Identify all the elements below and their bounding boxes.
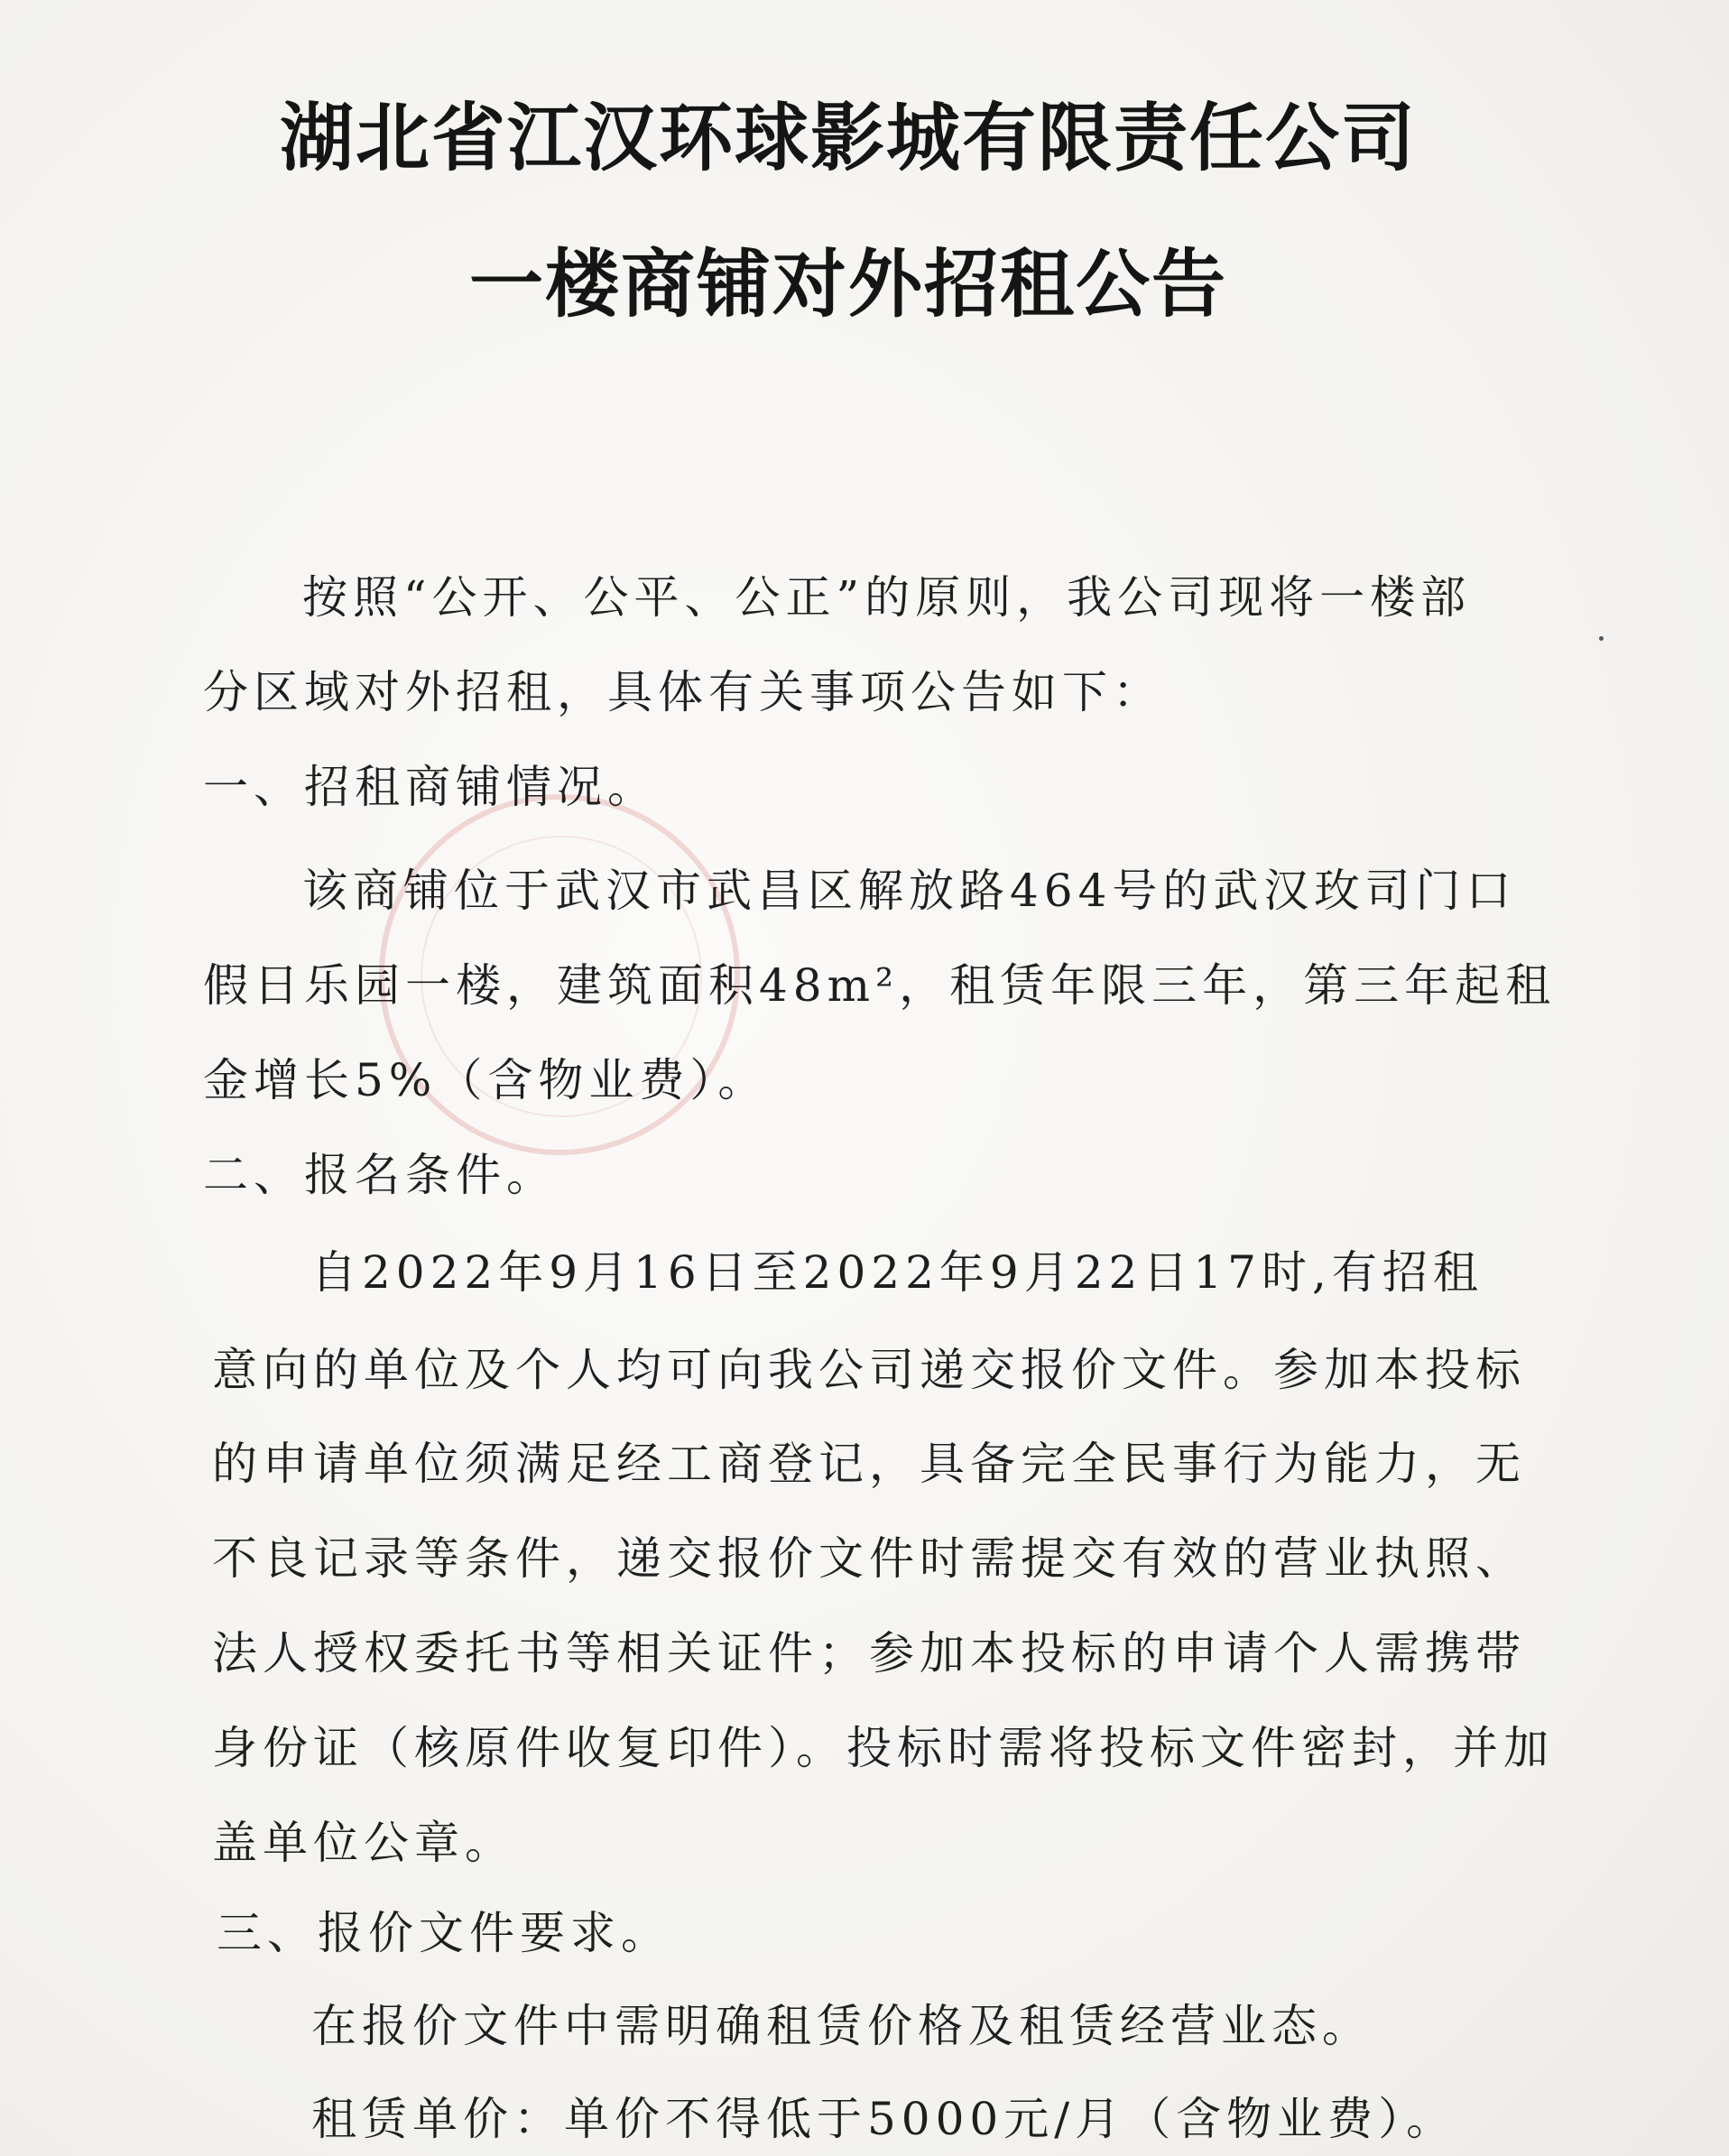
paper-speck	[1599, 636, 1604, 641]
section-2-line-2: 意向的单位及个人均可向我公司递交报价文件。参加本投标	[212, 1344, 1526, 1396]
section-1-line-2: 假日乐园一楼，建筑面积48m²，租赁年限三年，第三年起租	[203, 959, 1557, 1012]
section-2-line-7: 盖单位公章。	[212, 1817, 515, 1869]
intro-line-2: 分区域对外招租，具体有关事项公告如下：	[203, 666, 1163, 718]
section-2-line-5: 法人授权委托书等相关证件；参加本投标的申请个人需携带	[212, 1627, 1526, 1679]
section-2-line-4: 不良记录等条件，递交报价文件时需提交有效的营业执照、	[212, 1532, 1526, 1585]
section-1-line-3: 金增长5%（含物业费）。	[203, 1054, 769, 1106]
section-3-line-2: 租赁单价：单价不得低于5000元/月（含物业费）。	[311, 2093, 1457, 2145]
section-2-line-1: 自2022年9月16日至2022年9月22日17时,有招租	[311, 1246, 1484, 1299]
section-1-heading: 一、招租商铺情况。	[203, 761, 658, 813]
section-2-line-6: 身份证（核原件收复印件）。投标时需将投标文件密封，并加	[212, 1722, 1554, 1774]
section-3-line-1: 在报价文件中需明确租赁价格及租赁经营业态。	[311, 2000, 1373, 2052]
section-2-heading: 二、报名条件。	[203, 1149, 557, 1201]
section-2-line-3: 的申请单位须满足经工商登记，具备完全民事行为能力，无	[212, 1438, 1526, 1490]
section-1-line-1: 该商铺位于武汉市武昌区解放路464号的武汉玫司门口	[302, 865, 1517, 917]
document-title-line-1: 湖北省江汉环球影城有限责任公司	[279, 95, 1417, 181]
intro-line-1: 按照“公开、公平、公正”的原则，我公司现将一楼部	[302, 571, 1472, 624]
document-title-line-2: 一楼商铺对外招租公告	[468, 241, 1227, 328]
section-3-heading: 三、报价文件要求。	[217, 1907, 671, 1959]
